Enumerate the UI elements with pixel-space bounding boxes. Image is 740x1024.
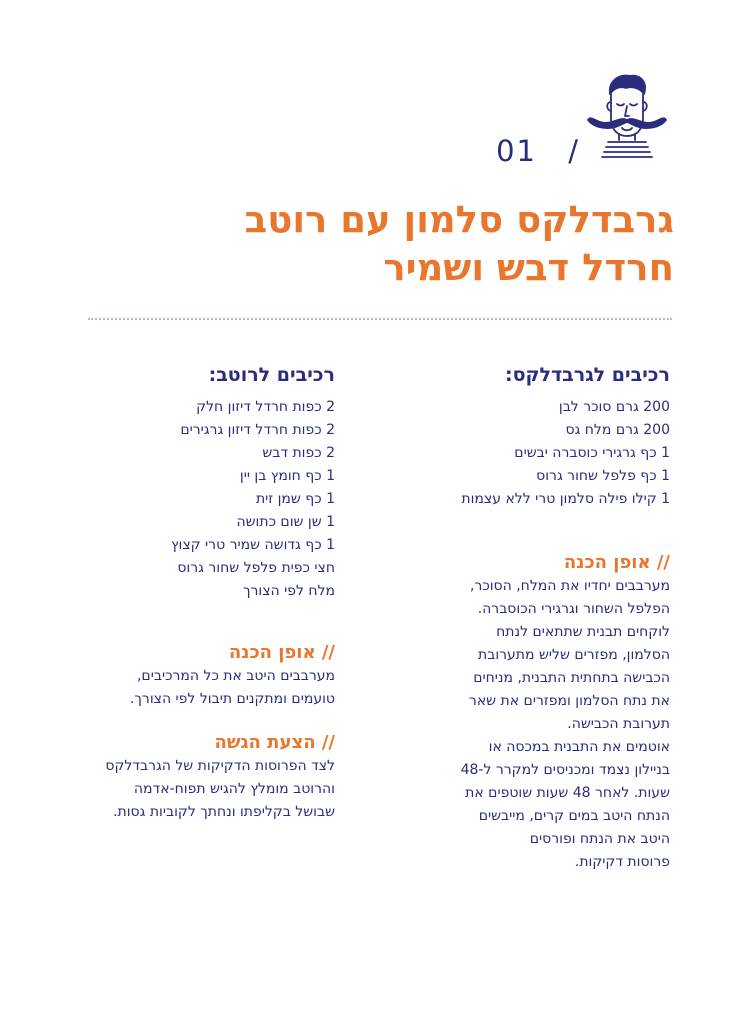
gravlax-ingredients-heading: רכיבים לגרבדלקס: [505, 364, 670, 386]
prep-line: לוקחים תבנית שתתאים לנתח [496, 624, 670, 640]
prep-line: תערובת הכבישה. [567, 716, 670, 732]
prep-line: היטב את הנתח ופורסים [529, 831, 670, 847]
list-item: 1 קילו פילה סלמון טרי ללא עצמות [461, 491, 670, 507]
sauce-prep-text [60, 665, 335, 711]
list-item: 1 כף גדושה שמיר טרי קצוץ [170, 537, 335, 553]
sauce-prep-heading: // אופן הכנה [228, 642, 335, 663]
gravlax-prep-heading: // אופן הכנה [563, 552, 670, 573]
serving-suggestion-heading: // הצעת הגשה [214, 732, 335, 753]
gravlax-column [370, 362, 670, 874]
prep-line: הנתח היטב במים קרים, מייבשים [478, 808, 670, 824]
list-item: 2 כפות דבש [262, 445, 335, 461]
chapter-separator: / [568, 134, 580, 168]
list-item: 2 כפות חרדל דיזון גרגירים [180, 422, 335, 438]
list-item: מלח לפי הצורך [242, 583, 335, 599]
prep-line: טועמים ומתקנים תיבול לפי הצורך. [129, 691, 335, 707]
prep-line: את נתח הסלמון ומפזרים את שאר [468, 693, 670, 709]
sauce-column [60, 362, 335, 824]
prep-line: מערבבים היטב את כל המרכיבים, [136, 668, 335, 684]
list-item: 200 גרם סוכר לבן [558, 399, 670, 415]
list-item: 2 כפות חרדל דיזון חלק [196, 399, 335, 415]
prep-line: מערבבים יחדיו את המלח, הסוכר, [469, 578, 670, 594]
recipe-title [74, 196, 674, 292]
recipe-title-line-1: גרבדלקס סלמון עם רוטב [244, 198, 674, 241]
serve-line: לצד הפרוסות הדקיקות של הגרבדלקס [105, 758, 335, 774]
serving-suggestion-text [60, 755, 335, 824]
prep-line: הכבישה בתחתית התבנית, מניחים [473, 670, 670, 686]
chapter-number-value: 01 [496, 134, 537, 168]
list-item: 1 כף פלפל שחור גרוס [536, 468, 670, 484]
prep-line: פרוסות דקיקות. [574, 854, 670, 870]
list-item: 1 שן שום כתושה [236, 514, 335, 530]
list-item: 1 כף חומץ בן יין [239, 468, 335, 484]
gravlax-ingredients-list [370, 396, 670, 511]
prep-line: בניילון נצמד ומכניסים למקרר ל-48 [460, 762, 670, 778]
prep-line: הפלפל השחור וגרגירי הכוסברה. [477, 601, 670, 617]
chef-mascot-icon [586, 70, 668, 162]
prep-line: שעות. לאחר 48 שעות שוטפים את [465, 785, 670, 801]
prep-line: אוטמים את התבנית במכסה או [488, 739, 670, 755]
serve-line: שבושל בקליפתו ונחתך לקוביות גסות. [113, 804, 335, 820]
list-item: 1 כף שמן זית [255, 491, 335, 507]
chapter-number [496, 134, 580, 168]
prep-line: הסלמון, מפזרים שליש מתערובת [478, 647, 670, 663]
sauce-ingredients-list [60, 396, 335, 603]
dotted-divider [88, 318, 672, 320]
list-item: 200 גרם מלח גס [565, 422, 670, 438]
list-item: חצי כפית פלפל שחור גרוס [177, 560, 335, 576]
list-item: 1 כף גרגירי כוסברה יבשים [514, 445, 670, 461]
recipe-title-line-2: חרדל דבש ושמיר [383, 246, 674, 289]
sauce-ingredients-heading: רכיבים לרוטב: [208, 364, 335, 386]
serve-line: והרוטב מומלץ להגיש תפוח-אדמה [133, 781, 335, 797]
gravlax-prep-text [370, 575, 670, 874]
